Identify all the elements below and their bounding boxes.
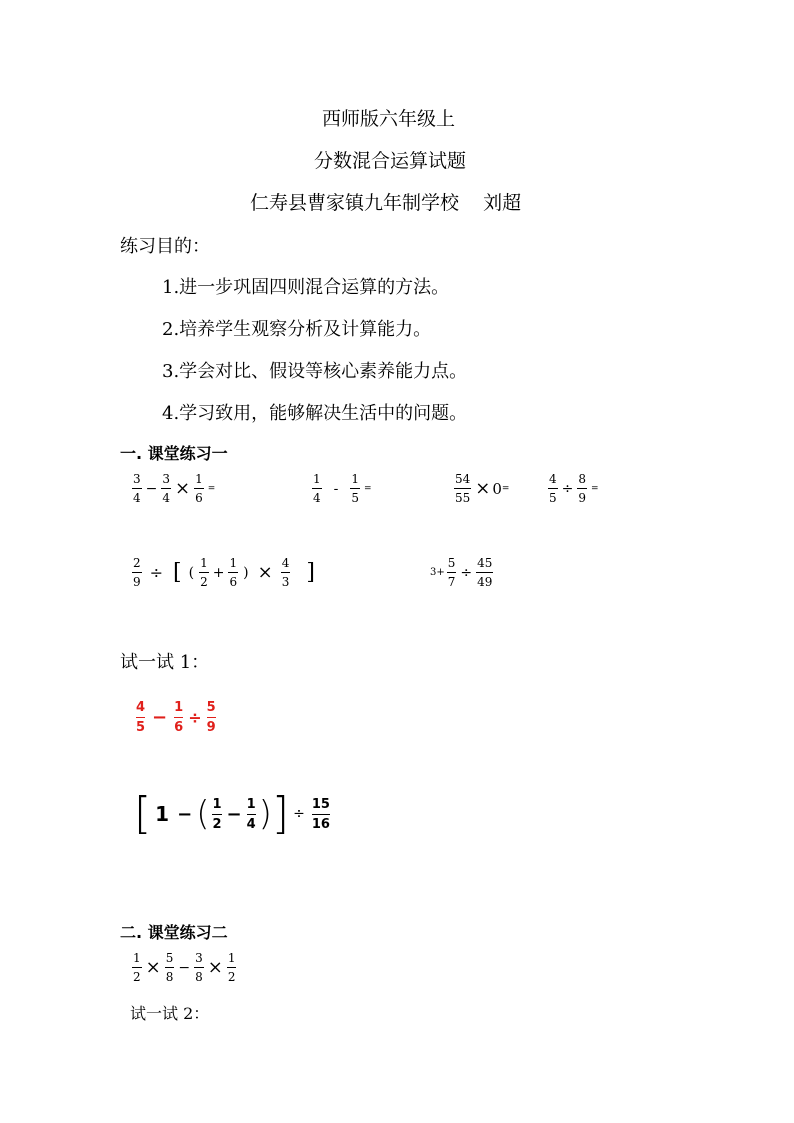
fraction: $\frac{1}{4}$ — [246, 796, 256, 832]
exercise-expression: $\frac{3}{4}$ − $\frac{3}{4}$ × $\frac{1}{6}$ = — [133, 472, 216, 505]
objective-item: 4.学习致用，能够解决生活中的问题。 — [162, 403, 468, 424]
fraction: $\frac{1}{2}$ — [133, 951, 141, 984]
objective-item: 2.培养学生观察分析及计算能力。 — [162, 319, 432, 340]
exercise-expression: $\frac{1}{2}$ × $\frac{5}{8}$ − $\frac{3}{8}$ × $\frac{1}{2}$ — [133, 951, 236, 984]
fraction: $\frac{4}{3}$ — [281, 556, 290, 589]
fraction: $\frac{1}{2}$ — [200, 556, 208, 589]
fraction: $\frac{3}{8}$ — [195, 951, 203, 984]
section-heading-practice-2: 二. 课堂练习二 — [120, 923, 228, 942]
fraction: $\frac{15}{16}$ — [311, 796, 330, 832]
fraction: $\frac{1}{2}$ — [212, 796, 222, 832]
exercise-expression: $\frac{2}{9}$ ÷ [ ( $\frac{1}{2}$ + $\frac{1}{6}$ ) × $\frac{4}{3}$ ] — [133, 556, 315, 589]
example-expression-red: $\frac{4}{5}$ − $\frac{1}{6}$ ÷ $\frac{5}{9}$ — [136, 700, 216, 735]
objective-item: 3.学会对比、假设等核心素养能力点。 — [162, 361, 468, 382]
example-expression: [ 1 − ( $\frac{1}{2}$ − $\frac{1}{4}$ ) ] ÷ $\frac{15}{16}$ — [134, 788, 330, 839]
fraction: $\frac{1}{5}$ — [351, 472, 360, 505]
exercise-expression: $\frac{4}{5}$ ÷ $\frac{8}{9}$ = — [549, 472, 599, 505]
fraction: $\frac{4}{5}$ — [549, 472, 557, 505]
fraction: $\frac{3}{4}$ — [133, 472, 141, 505]
fraction: $\frac{54}{55}$ — [455, 472, 471, 505]
fraction: $\frac{1}{6}$ — [229, 556, 238, 589]
try-label-1: 试一试 1： — [120, 652, 210, 673]
fraction: $\frac{4}{5}$ — [136, 700, 146, 735]
objectives-heading: 练习目的： — [120, 236, 210, 257]
objective-item: 1.进一步巩固四则混合运算的方法。 — [162, 277, 450, 298]
fraction: $\frac{1}{4}$ — [313, 472, 321, 505]
exercise-expression: $\frac{1}{4}$ - $\frac{1}{5}$ = — [313, 472, 372, 505]
fraction: $\frac{2}{9}$ — [133, 556, 141, 589]
doc-author-line: 仁寿县曹家镇九年制学校 刘超 — [250, 192, 522, 214]
fraction: $\frac{5}{7}$ — [447, 556, 456, 589]
fraction: $\frac{1}{2}$ — [227, 951, 236, 984]
fraction: $\frac{5}{9}$ — [206, 700, 216, 735]
section-heading-practice-1: 一. 课堂练习一 — [120, 444, 228, 463]
fraction: $\frac{1}{6}$ — [195, 472, 203, 505]
doc-title-subject: 分数混合运算试题 — [314, 150, 467, 172]
fraction: $\frac{5}{8}$ — [165, 951, 174, 984]
exercise-expression: $\frac{54}{55}$ × 0 = — [455, 472, 510, 505]
doc-title-grade: 西师版六年级上 — [322, 108, 456, 130]
fraction: $\frac{1}{6}$ — [174, 700, 184, 735]
fraction: $\frac{3}{4}$ — [162, 472, 171, 505]
fraction: $\frac{45}{49}$ — [477, 556, 493, 589]
fraction: $\frac{8}{9}$ — [578, 472, 587, 505]
exercise-expression: 3+ $\frac{5}{7}$ ÷ $\frac{45}{49}$ — [430, 556, 493, 589]
try-label-2: 试一试 2： — [130, 1004, 210, 1023]
